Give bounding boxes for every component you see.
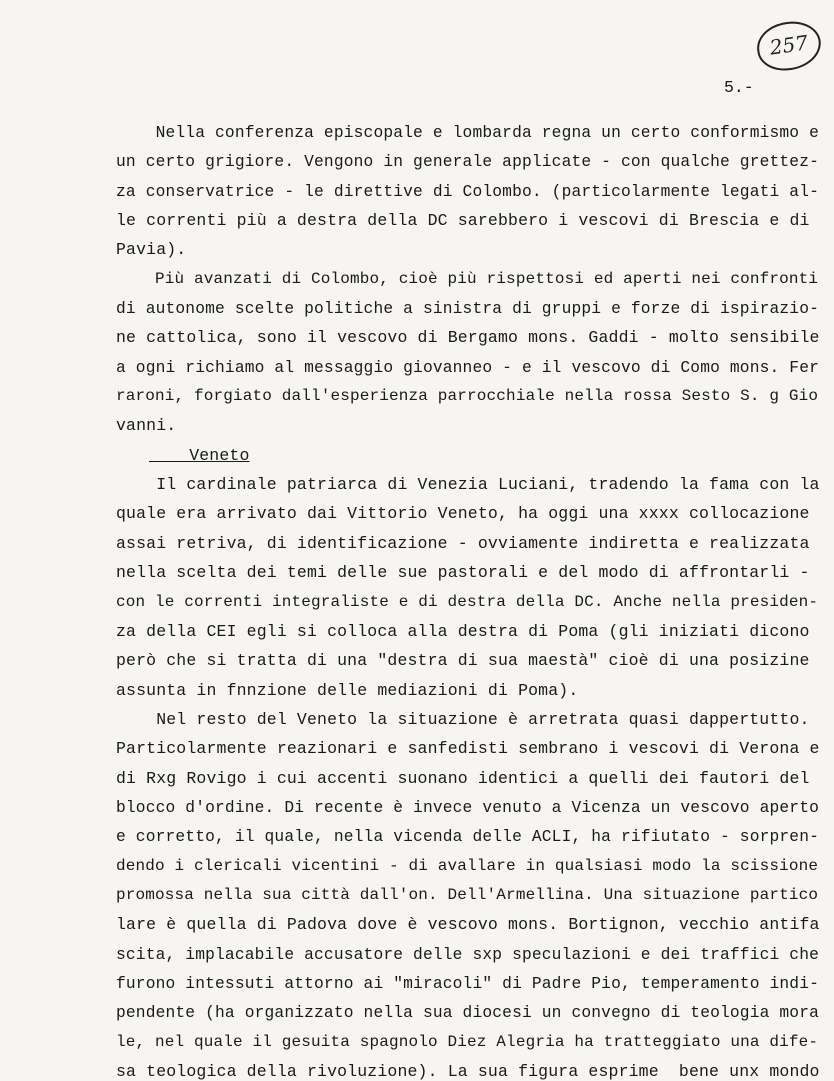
text-line: a ogni richiamo al messaggio giovanneo - e il vescovo di Como mons. Fer xyxy=(116,358,820,377)
text-line: ne cattolica, sono il vescovo di Bergamo mons. Gaddi - molto sensibile xyxy=(116,328,820,347)
page-number: 5.- xyxy=(724,78,754,97)
text-line: nella scelta dei temi delle sue pastorali e del modo di affrontarli - xyxy=(116,563,810,582)
text-line: za conservatrice - le direttive di Colombo. (particolarmente legati al- xyxy=(116,182,820,201)
text-line: di Rxg Rovigo i cui accenti suonano identici a quelli dei fautori del xyxy=(116,769,810,788)
text-line: blocco d'ordine. Di recente è invece venuto a Vicenza un vescovo aperto xyxy=(116,798,820,817)
text-line: promossa nella sua città dall'on. Dell'Armellina. Una situazione partico xyxy=(116,886,819,904)
text-line: pendente (ha organizzato nella sua diocesi un convegno di teologia mora xyxy=(116,1003,820,1022)
text-line: e corretto, il quale, nella vicenda delle ACLI, ha rifiutato - sorpren- xyxy=(116,827,820,846)
text-line: sa teologica della rivoluzione). La sua figura esprime bene unx mondo xyxy=(116,1062,820,1081)
text-line: le correnti più a destra della DC sarebbero i vescovi di Brescia e di xyxy=(116,211,810,230)
text-line: quale era arrivato dai Vittorio Veneto, ha oggi una xxxx collocazione xyxy=(116,504,810,523)
text-line: con le correnti integraliste e di destra della DC. Anche nella presiden- xyxy=(116,593,819,611)
text-line: assai retriva, di identificazione - ovviamente indiretta e realizzata xyxy=(116,534,810,553)
text-line: Più avanzati di Colombo, cioè più rispettosi ed aperti nei confronti xyxy=(116,270,819,288)
text-line: scita, implacabile accusatore delle sxp speculazioni e dei traffici che xyxy=(116,945,820,964)
text-line: un certo grigiore. Vengono in generale applicate - con qualche grettez- xyxy=(116,152,820,171)
text-line: dendo i clericali vicentini - di avallare in qualsiasi modo la scissione xyxy=(116,857,819,875)
text-line: Nella conferenza episcopale e lombarda regna un certo conformismo e xyxy=(116,123,820,142)
section-heading-veneto: Veneto xyxy=(149,446,250,465)
text-line: Pavia). xyxy=(116,240,187,259)
text-line: però che si tratta di una "destra di sua maestà" cioè di una posizine xyxy=(116,651,810,670)
text-line: Il cardinale patriarca di Venezia Luciani, tradendo la fama con la xyxy=(116,475,820,494)
text-line: lare è quella di Padova dove è vescovo mons. Bortignon, vecchio antifa xyxy=(116,915,820,934)
text-line: di autonome scelte politiche a sinistra di gruppi e forze di ispirazio- xyxy=(116,299,820,318)
text-line: za della CEI egli si colloca alla destra di Poma (gli iniziati dicono xyxy=(116,622,810,641)
text-line: Nel resto del Veneto la situazione è arretrata quasi dappertutto. xyxy=(116,710,810,729)
text-line: vanni. xyxy=(116,416,177,435)
text-line: assunta in fnnzione delle mediazioni di Poma). xyxy=(116,681,579,700)
text-line: raroni, forgiato dall'esperienza parrocchiale nella rossa Sesto S. g Gio xyxy=(116,387,819,405)
text-line: le, nel quale il gesuita spagnolo Diez Alegria ha tratteggiato una dife- xyxy=(116,1033,819,1051)
stamp-number: 257 xyxy=(768,30,810,60)
page-stamp xyxy=(754,18,824,74)
text-line: furono intessuti attorno ai "miracoli" di Padre Pio, temperamento indi- xyxy=(116,974,820,993)
text-line: Particolarmente reazionari e sanfedisti sembrano i vescovi di Verona e xyxy=(116,739,820,758)
